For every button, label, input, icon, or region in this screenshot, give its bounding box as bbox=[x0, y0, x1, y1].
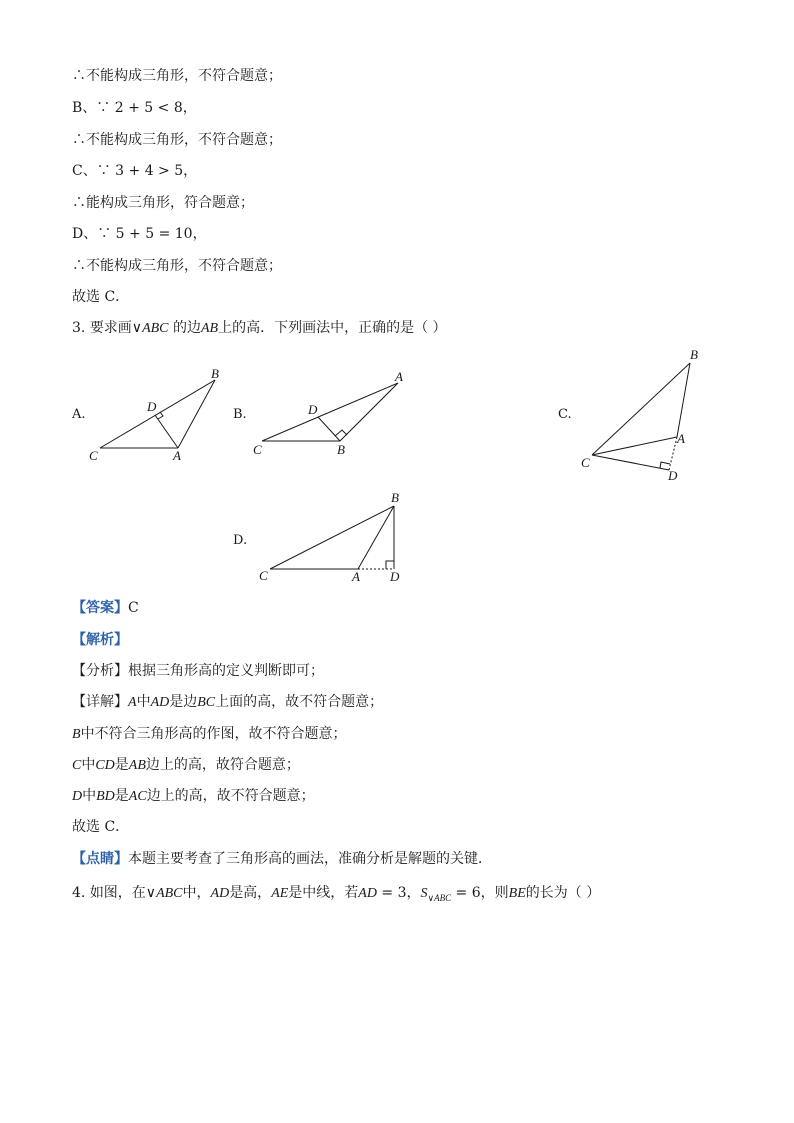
option-c-label: C. bbox=[558, 407, 572, 422]
xiangjie-line-4: D中BD是AC边上的高，故不符合题意； bbox=[72, 788, 315, 804]
dianjing-line: 【点睛】本题主要考查了三角形高的画法，准确分析是解题的关键． bbox=[72, 851, 492, 867]
vertex-label: D bbox=[147, 399, 157, 414]
question-4-stem: 4. 如图，在∨ABC中，AD是高，AE是中线，若AD = 3，$S_{\vee ABC} = 6$，则BE的长为（ ） bbox=[72, 885, 601, 903]
vertex-label: A bbox=[395, 369, 403, 384]
vertex-label: C bbox=[259, 568, 268, 583]
xiangjie-line-2: B中不符合三角形高的作图，故不符合题意； bbox=[72, 726, 347, 742]
xiangjie-line-5: 故选 C． bbox=[72, 819, 130, 835]
option-d-label: D. bbox=[233, 533, 248, 548]
vertex-label: C bbox=[253, 442, 262, 457]
question-number: 4. bbox=[72, 885, 86, 901]
vertex-label: A bbox=[173, 448, 181, 463]
solution-line: ∴不能构成三角形，不符合题意； bbox=[72, 258, 282, 274]
xiangjie-line-1: 【详解】A中AD是边BC上面的高，故不符合题意； bbox=[72, 694, 384, 710]
fenxi-line: 【分析】根据三角形高的定义判断即可； bbox=[72, 663, 324, 679]
option-b-label: B. bbox=[233, 407, 247, 422]
vertex-label: D bbox=[668, 468, 678, 483]
vertex-label: B bbox=[337, 442, 345, 457]
vertex-label: D bbox=[390, 569, 400, 584]
solution-line: ∴能构成三角形，符合题意； bbox=[72, 195, 254, 211]
question-3-stem: 3. 要求画∨ABC 的边AB上的高．下列画法中，正确的是（ ） bbox=[72, 320, 447, 336]
vertex-label: C bbox=[89, 448, 98, 463]
vertex-label: A bbox=[677, 431, 685, 446]
answer-value: C bbox=[128, 600, 139, 616]
question-number: 3. bbox=[72, 320, 86, 336]
solution-line: B、∵ 2 + 5 < 8， bbox=[72, 100, 197, 116]
vertex-label: B bbox=[211, 366, 219, 381]
vertex-label: D bbox=[308, 402, 318, 417]
solution-line: ∴不能构成三角形，不符合题意； bbox=[72, 132, 282, 148]
vertex-label: C bbox=[581, 455, 590, 470]
vertex-label: B bbox=[391, 490, 399, 505]
answer-tag: 【答案】 bbox=[72, 600, 128, 616]
analysis-tag: 【解析】 bbox=[72, 632, 128, 648]
answer-line bbox=[72, 598, 139, 618]
vertex-label: A bbox=[352, 569, 360, 584]
solution-line: D、∵ 5 + 5 = 10， bbox=[72, 226, 207, 242]
vertex-label: B bbox=[690, 347, 698, 362]
option-a-label: A. bbox=[72, 407, 86, 422]
xiangjie-line-3: C中CD是AB边上的高，故符合题意； bbox=[72, 757, 300, 773]
solution-line: ∴不能构成三角形，不符合题意； bbox=[72, 68, 282, 84]
solution-line: C、∵ 3 + 4 > 5， bbox=[72, 163, 198, 179]
solution-line: 故选 C． bbox=[72, 289, 130, 305]
